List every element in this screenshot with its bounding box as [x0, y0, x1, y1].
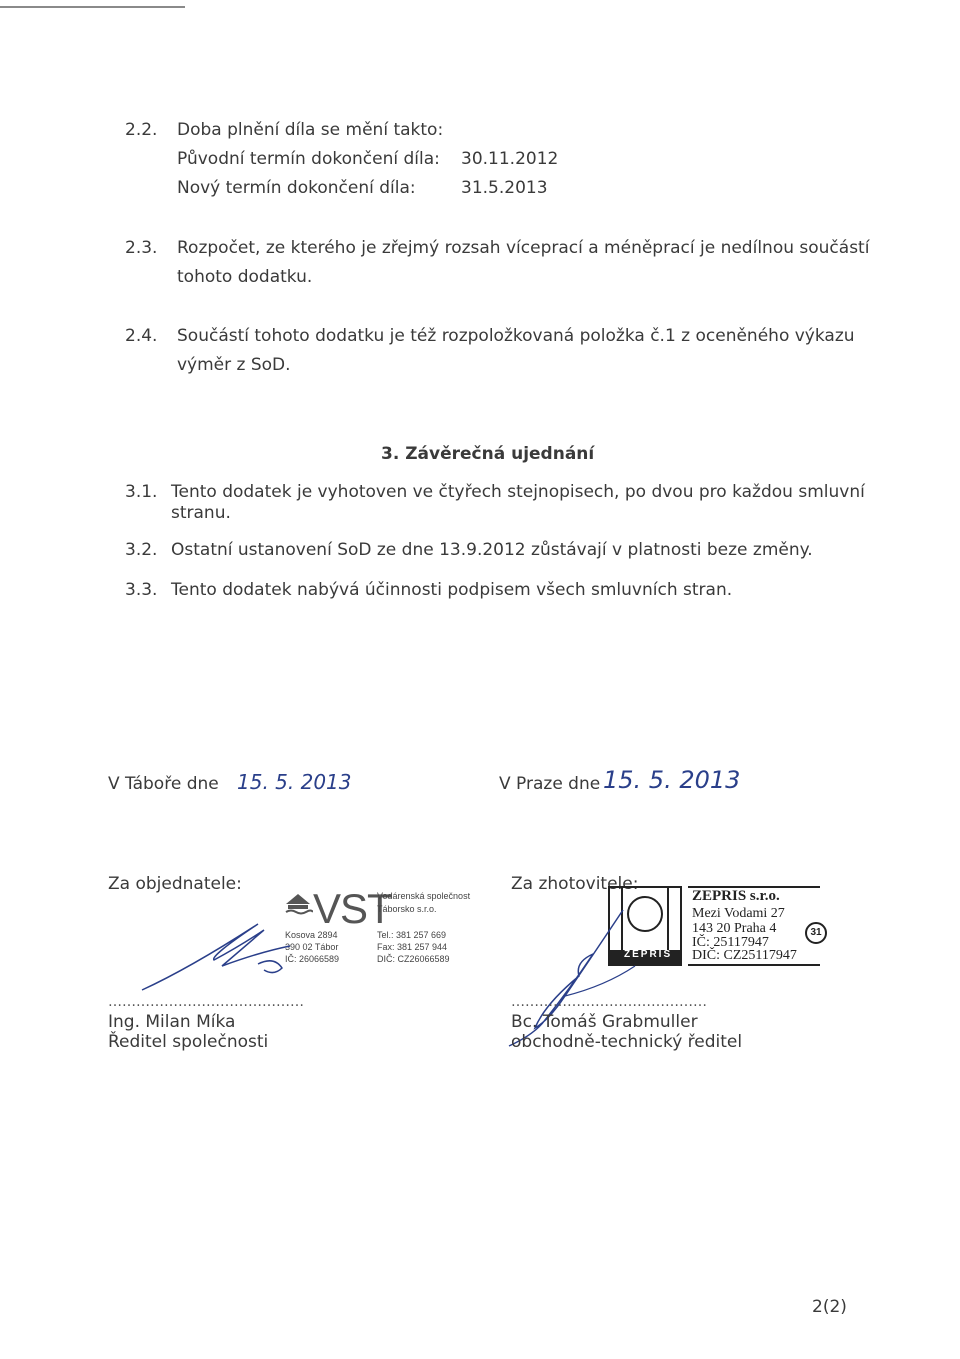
section-3-2-number: 3.2.	[125, 540, 158, 560]
section-3-2-text: Ostatní ustanovení SoD ze dne 13.9.2012 zůstávají v platnosti beze změny.	[171, 540, 813, 560]
contractor-name: Bc. Tomáš Grabmuller	[511, 1012, 698, 1032]
vst-company-line1: Vodárenská společnost	[377, 891, 471, 901]
client-label: Za objednatele:	[108, 874, 242, 894]
section-3-1-line1: Tento dodatek je vyhotoven ve čtyřech stejnopisech, po dvou pro každou smluvní	[171, 482, 865, 502]
section-2-4-line1: Součástí tohoto dodatku je též rozpoložkovaná položka č.1 z oceněného výkazu	[177, 326, 855, 346]
new-term-value: 31.5.2013	[461, 178, 548, 198]
contractor-title: obchodně-technický ředitel	[511, 1032, 743, 1052]
zepris-street: Mezi Vodami 27	[692, 906, 785, 921]
section-2-3-number: 2.3.	[125, 238, 158, 258]
section-3-3-number: 3.3.	[125, 580, 158, 600]
vst-tel: Tel.: 381 257 669	[377, 930, 447, 940]
vst-company-line2: Táborsko s.r.o.	[377, 904, 437, 914]
section-2-3-line2: tohoto dodatku.	[177, 267, 313, 287]
contractor-signature-line: ……………………………………	[511, 994, 707, 1010]
vst-ico: IČ: 26066589	[285, 954, 340, 964]
vst-logo-text: VST	[313, 885, 392, 932]
section-2-2-heading: Doba plnění díla se mění takto:	[177, 120, 444, 140]
new-term-label: Nový termín dokončení díla:	[177, 178, 416, 198]
right-date-handwritten: 15. 5. 2013	[603, 766, 741, 794]
section-3-1-line2: stranu.	[171, 503, 231, 523]
vst-fax: Fax: 381 257 944	[377, 942, 448, 952]
vst-address-line2: 390 02 Tábor	[285, 942, 339, 952]
section-2-4-line2: výměr z SoD.	[177, 355, 291, 375]
client-signature-line: ……………………………………	[108, 994, 304, 1010]
client-title: Ředitel společnosti	[108, 1032, 269, 1052]
section-3-heading: 3. Závěrečná ujednání	[381, 444, 595, 464]
client-signature	[140, 910, 300, 1000]
section-2-4-number: 2.4.	[125, 326, 158, 346]
zepris-dic: DIČ: CZ25117947	[692, 948, 797, 963]
section-3-1-number: 3.1.	[125, 482, 158, 502]
zepris-logo-text: ZEPRIS	[624, 949, 673, 960]
client-name: Ing. Milan Míka	[108, 1012, 236, 1032]
left-place: V Táboře dne	[108, 774, 219, 794]
left-date-handwritten: 15. 5. 2013	[237, 770, 352, 794]
zepris-badge: 31	[805, 922, 827, 944]
contractor-label: Za zhotovitele:	[511, 874, 639, 894]
section-2-2-number: 2.2.	[125, 120, 158, 140]
zepris-ico: IČ: 25117947	[692, 935, 769, 950]
section-3-3-text: Tento dodatek nabývá účinnosti podpisem všech smluvních stran.	[171, 580, 733, 600]
vst-address-line1: Kosova 2894	[285, 930, 338, 940]
page-number: 2(2)	[812, 1297, 847, 1317]
vst-dic: DIČ: CZ26066589	[377, 954, 450, 964]
scan-edge-line	[0, 6, 185, 8]
right-place: V Praze dne	[499, 774, 601, 794]
zepris-city: 143 20 Praha 4	[692, 921, 777, 936]
original-term-value: 30.11.2012	[461, 149, 559, 169]
original-term-label: Původní termín dokončení díla:	[177, 149, 440, 169]
zepris-name: ZEPRIS s.r.o.	[692, 888, 780, 904]
section-2-3-line1: Rozpočet, ze kterého je zřejmý rozsah víceprací a méněprací je nedílnou součástí	[177, 238, 870, 258]
